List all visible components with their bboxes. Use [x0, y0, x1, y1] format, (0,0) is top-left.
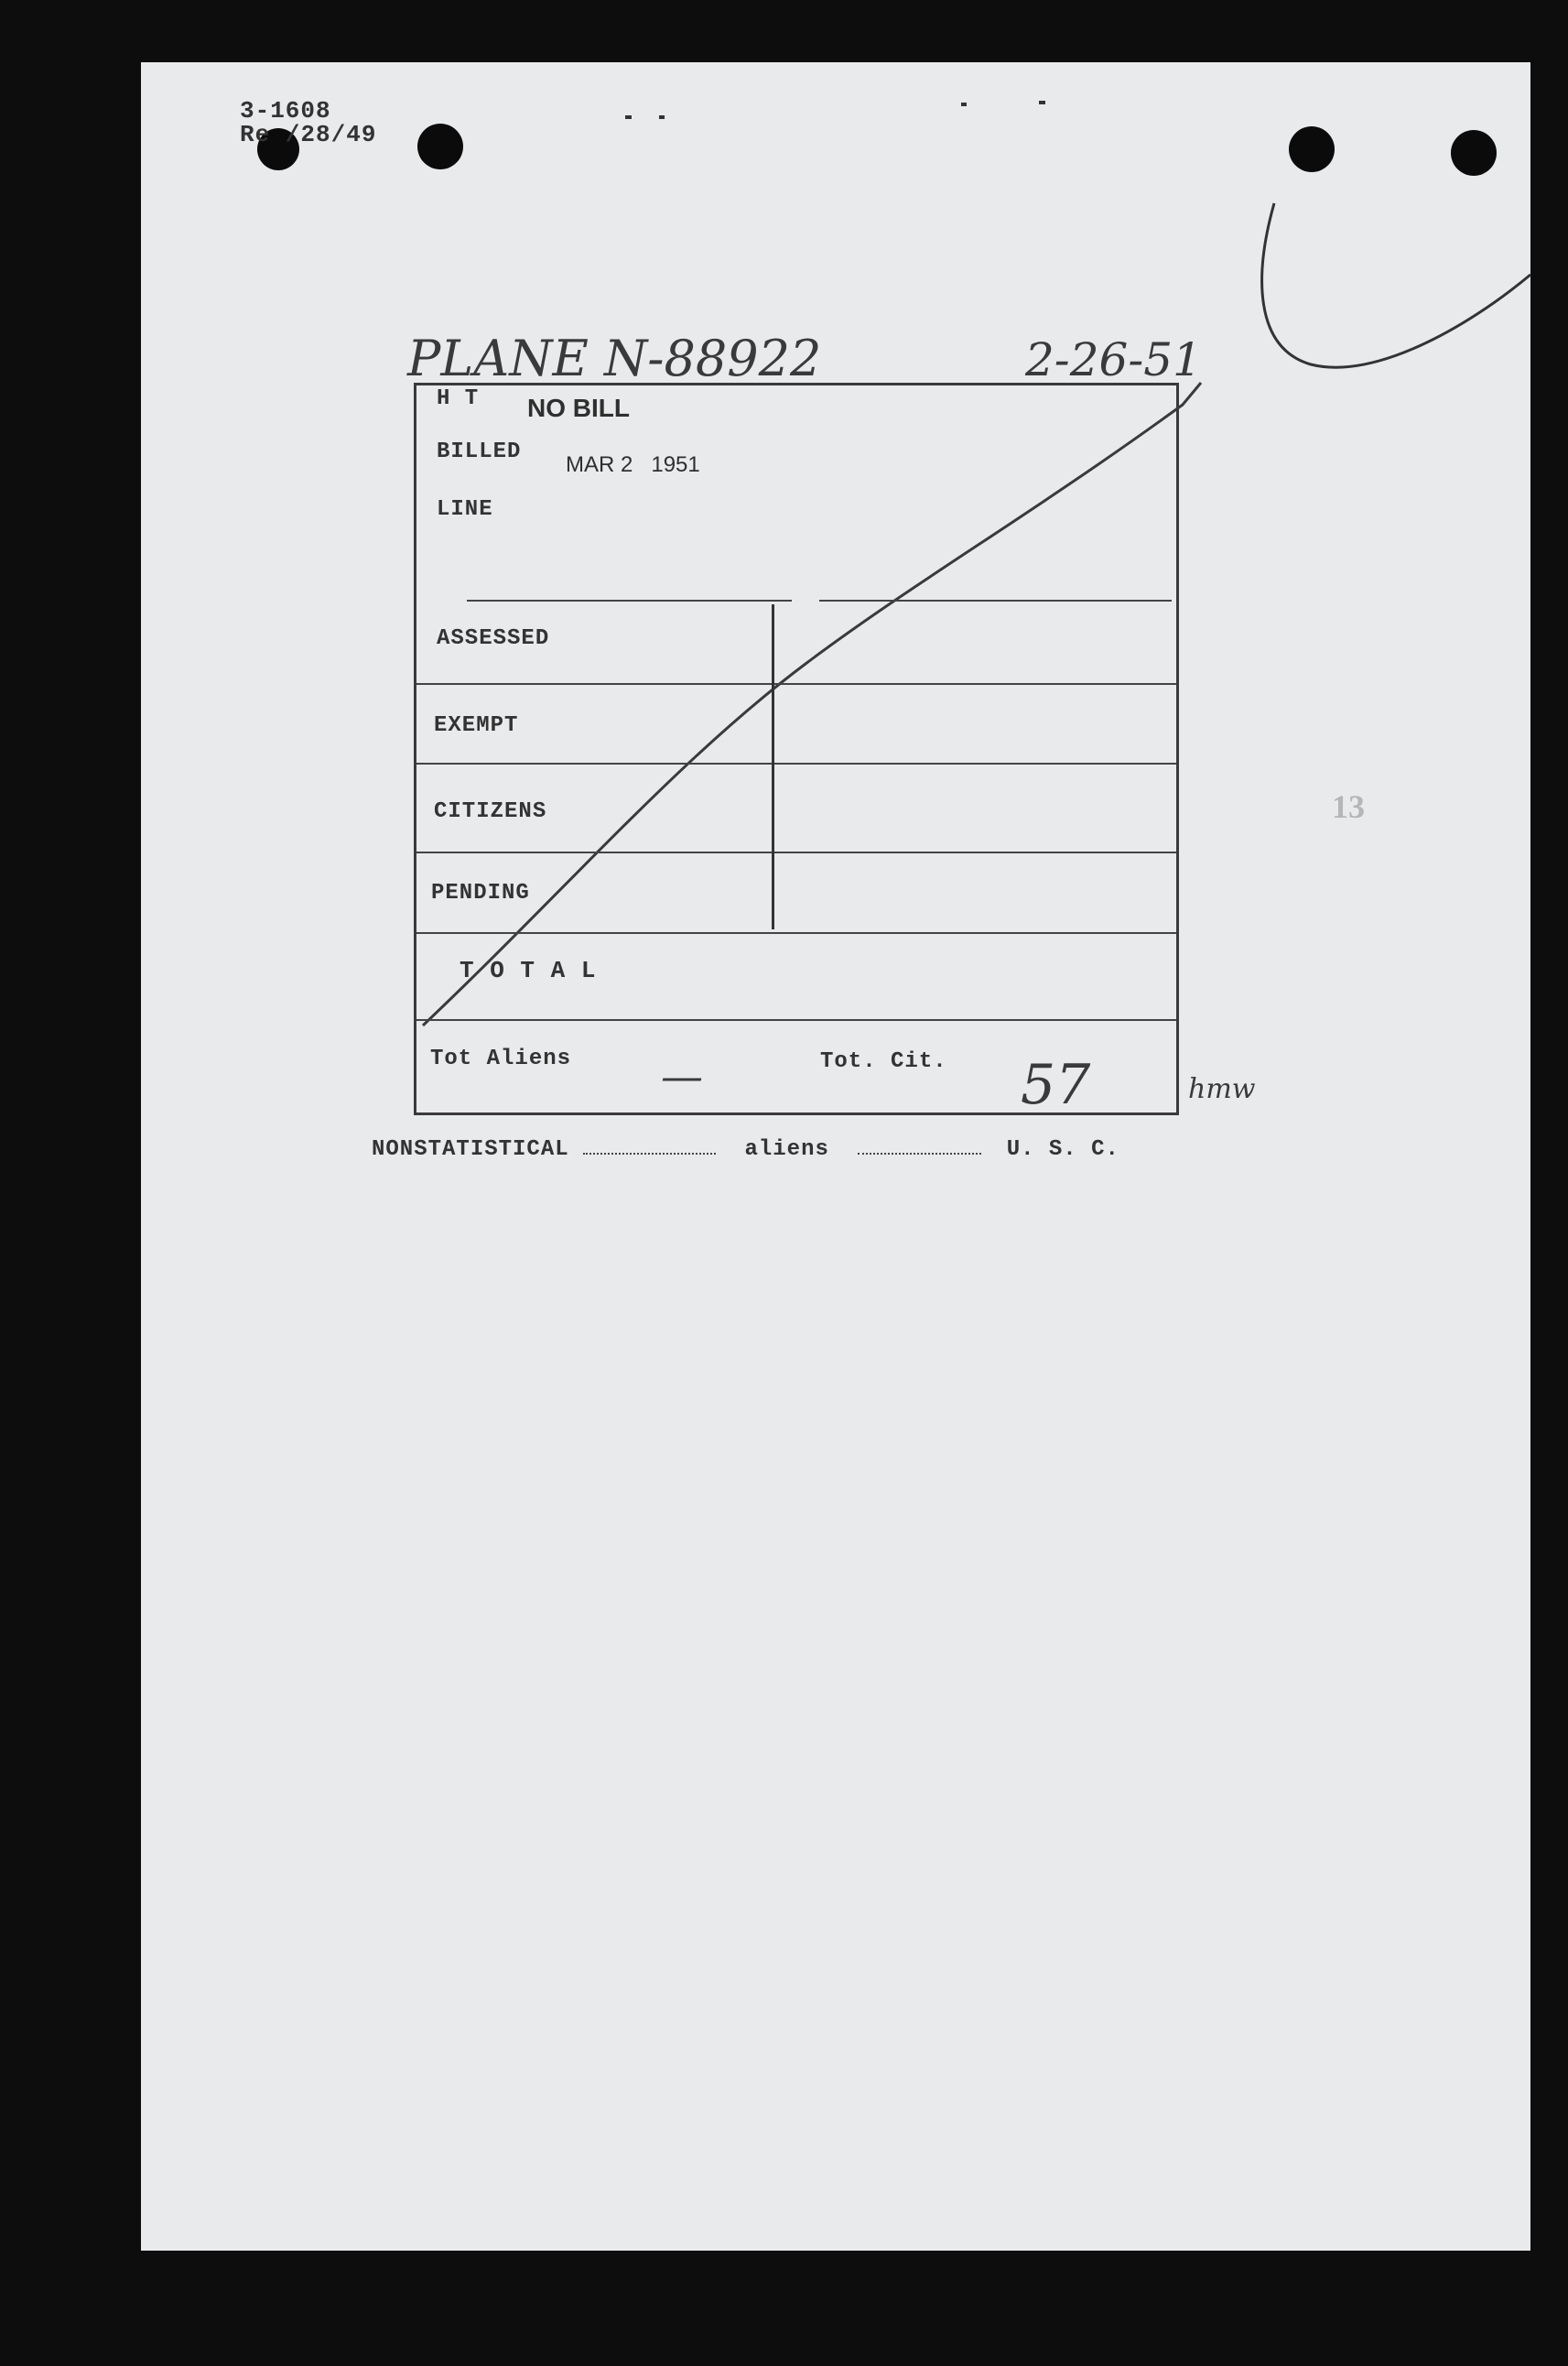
label-billed: BILLED [437, 440, 522, 464]
label-exempt: EXEMPT [434, 713, 519, 738]
row-divider [416, 932, 1176, 934]
label-tot-aliens: Tot Aliens [430, 1047, 572, 1071]
row-divider [416, 1019, 1176, 1021]
nonstatistical-blank [583, 1153, 716, 1155]
row-divider [416, 683, 1176, 685]
stamp-no-bill: NO BILL [527, 394, 630, 422]
form-box [414, 383, 1179, 1115]
form-revision: Re /28/49 [240, 121, 377, 148]
label-assessed: ASSESSED [437, 626, 550, 651]
label-ht: H T [437, 386, 480, 411]
label-pending: PENDING [431, 881, 530, 906]
row-divider [819, 600, 1172, 602]
label-citizens: CITIZENS [434, 799, 547, 824]
label-total: T O T A L [460, 957, 597, 984]
handwritten-plane-number: PLANE N-88922 [407, 330, 822, 387]
row-divider [467, 600, 792, 602]
edge-dots [625, 103, 1045, 117]
row-divider [416, 852, 1176, 853]
stamp-billed-date: MAR 2 1951 [566, 452, 700, 477]
handwritten-date: 2-26-51 [1025, 333, 1202, 386]
label-line: LINE [437, 497, 493, 522]
handwritten-count: 57 [1021, 1053, 1091, 1117]
label-tot-cit: Tot. Cit. [820, 1049, 947, 1074]
column-divider [772, 604, 774, 929]
page-number: 13 [1332, 788, 1365, 825]
nonstatistical-line [372, 1137, 1119, 1162]
label-aliens: aliens [744, 1137, 829, 1162]
row-divider [416, 763, 1176, 765]
margin-curve-stroke [1262, 203, 1530, 367]
aliens-blank [858, 1153, 981, 1155]
handwritten-initials: hmw [1188, 1073, 1256, 1105]
form-number: 3-1608 [240, 97, 331, 125]
label-usc: U. S. C. [1006, 1137, 1119, 1162]
handwritten-dash: — [661, 1051, 703, 1101]
label-nonstatistical: NONSTATISTICAL [372, 1137, 569, 1162]
